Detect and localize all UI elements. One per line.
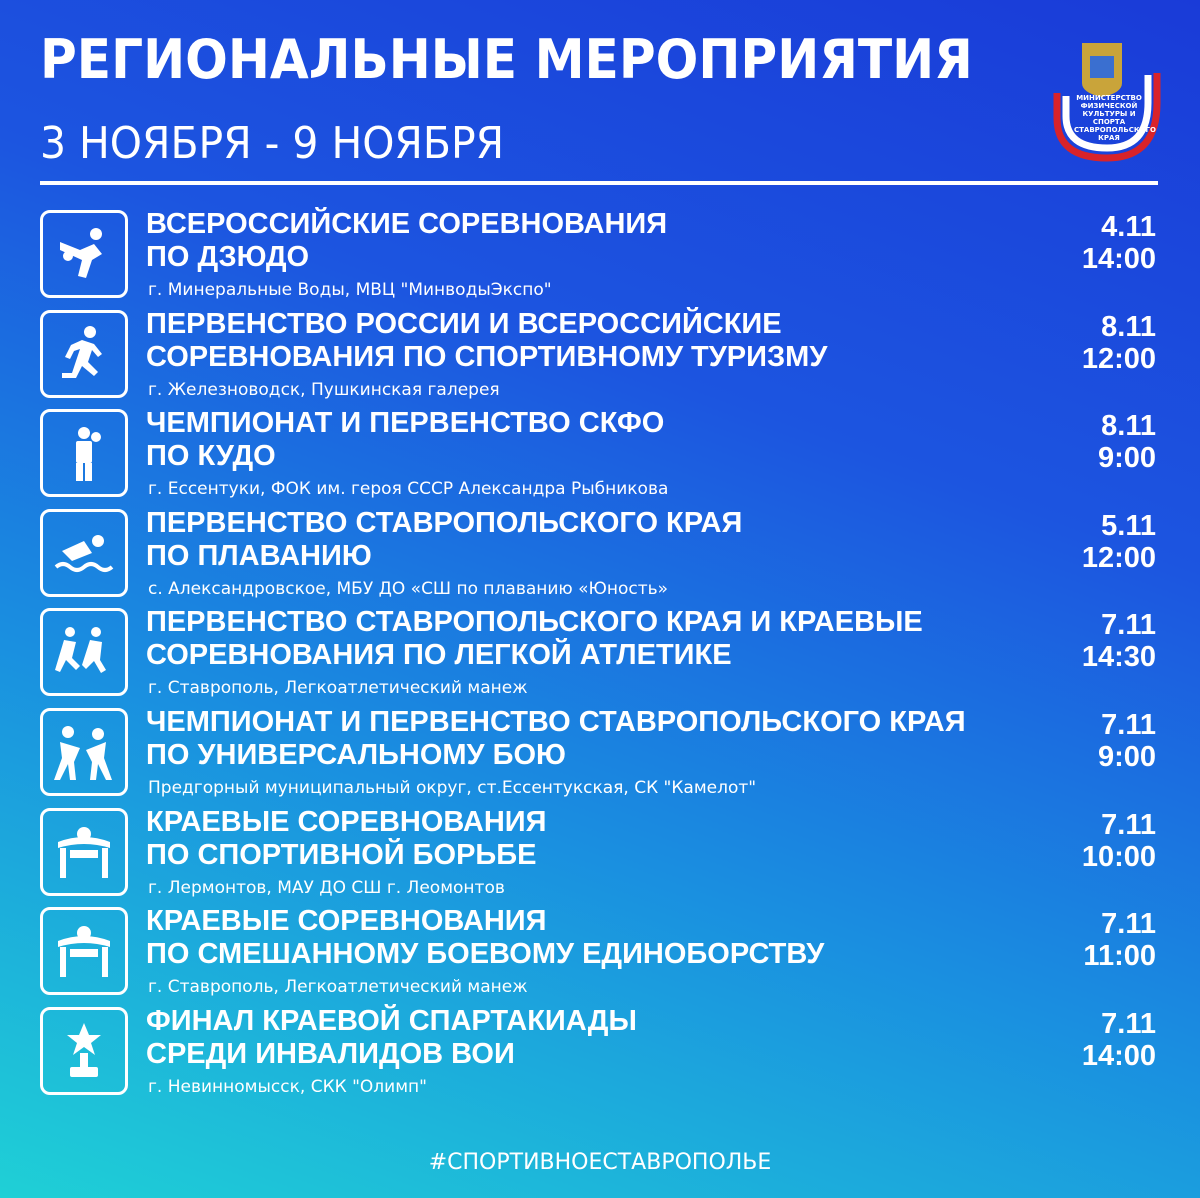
event-row bbox=[40, 1005, 1158, 1105]
divider bbox=[40, 181, 1158, 185]
logo-text: МИНИСТЕРСТВО ФИЗИЧЕСКОЙ КУЛЬТУРЫ И СПОРТА СТАВРОПОЛЬСКОГО КРАЯ bbox=[1074, 94, 1156, 142]
event-time: 12:00 bbox=[1081, 541, 1156, 574]
event-date: 8.11 bbox=[1101, 410, 1156, 443]
event-row bbox=[40, 308, 1158, 408]
event-date: 7.11 bbox=[1101, 908, 1156, 941]
event-time: 14:00 bbox=[1081, 243, 1156, 275]
event-date: 5.11 bbox=[1101, 509, 1156, 542]
event-date: 7.11 bbox=[1101, 1007, 1156, 1040]
wrestlers-icon bbox=[40, 708, 128, 796]
event-title-line2: СРЕДИ ИНВАЛИДОВ ВОИ bbox=[146, 1037, 515, 1070]
event-time: 9:00 bbox=[1097, 442, 1156, 475]
event-row bbox=[40, 706, 1158, 806]
event-time: 11:00 bbox=[1083, 940, 1156, 973]
event-title-line1: ФИНАЛ КРАЕВОЙ СПАРТАКИАДЫ bbox=[146, 1004, 637, 1037]
event-row bbox=[40, 507, 1158, 607]
event-location: г. Ставрополь, Легкоатлетический манеж bbox=[148, 678, 528, 699]
event-location: г. Ставрополь, Легкоатлетический манеж bbox=[148, 977, 528, 998]
event-title-line1: ПЕРВЕНСТВО СТАВРОПОЛЬСКОГО КРАЯ И КРАЕВЫЕ bbox=[146, 606, 923, 639]
event-title-line1: ПЕРВЕНСТВО СТАВРОПОЛЬСКОГО КРАЯ bbox=[146, 506, 743, 539]
hashtag: #СПОРТИВНОЕСТАВРОПОЛЬЕ bbox=[428, 1150, 772, 1175]
event-location: Предгорный муниципальный округ, ст.Ессентукская, СК "Камелот" bbox=[148, 777, 757, 798]
event-date: 4.11 bbox=[1101, 211, 1156, 243]
swimmer-icon bbox=[40, 509, 128, 597]
event-title-line2: СОРЕВНОВАНИЯ ПО ЛЕГКОЙ АТЛЕТИКЕ bbox=[146, 639, 732, 672]
event-location: г. Невинномысск, СКК "Олимп" bbox=[148, 1076, 427, 1097]
event-row bbox=[40, 208, 1158, 308]
event-title-line1: ПЕРВЕНСТВО РОССИИ И ВСЕРОССИЙСКИЕ bbox=[146, 307, 782, 340]
event-title-line2: ПО УНИВЕРСАЛЬНОМУ БОЮ bbox=[146, 738, 566, 771]
event-title-line1: КРАЕВЫЕ СОРЕВНОВАНИЯ bbox=[146, 905, 547, 938]
event-time: 10:00 bbox=[1081, 840, 1156, 873]
wrestling-icon bbox=[40, 907, 128, 995]
event-date: 7.11 bbox=[1101, 808, 1156, 841]
event-location: г. Минеральные Воды, МВЦ "МинводыЭкспо" bbox=[148, 280, 552, 300]
boxer-icon bbox=[40, 409, 128, 497]
event-location: г. Железноводск, Пушкинская галерея bbox=[148, 379, 500, 400]
event-date: 7.11 bbox=[1101, 609, 1156, 642]
event-title-line2: ПО ПЛАВАНИЮ bbox=[146, 539, 372, 572]
runner-icon bbox=[40, 310, 128, 398]
event-title-line1: ЧЕМПИОНАТ И ПЕРВЕНСТВО СКФО bbox=[146, 407, 665, 440]
event-title-line2: ПО СМЕШАННОМУ БОЕВОМУ ЕДИНОБОРСТВУ bbox=[146, 938, 825, 971]
event-time: 12:00 bbox=[1081, 342, 1156, 375]
page-title: РЕГИОНАЛЬНЫЕ МЕРОПРИЯТИЯ bbox=[40, 28, 973, 91]
event-title-line2: ПО КУДО bbox=[146, 440, 276, 473]
event-row bbox=[40, 905, 1158, 1005]
event-title-line2: СОРЕВНОВАНИЯ ПО СПОРТИВНОМУ ТУРИЗМУ bbox=[146, 340, 828, 373]
event-time: 14:30 bbox=[1081, 641, 1156, 674]
event-row bbox=[40, 806, 1158, 906]
date-range: 3 НОЯБРЯ - 9 НОЯБРЯ bbox=[40, 118, 505, 169]
event-title-line2: ПО ДЗЮДО bbox=[146, 241, 310, 273]
event-date: 7.11 bbox=[1101, 708, 1156, 741]
event-title-line2: ПО СПОРТИВНОЙ БОРЬБЕ bbox=[146, 838, 537, 871]
event-location: с. Александровское, МБУ ДО «СШ по плаванию «Юность» bbox=[148, 578, 669, 599]
ministry-logo bbox=[1052, 38, 1162, 168]
event-date: 8.11 bbox=[1101, 310, 1156, 343]
event-row bbox=[40, 407, 1158, 507]
events-list bbox=[40, 208, 1158, 1104]
event-time: 14:00 bbox=[1081, 1039, 1156, 1072]
event-row bbox=[40, 606, 1158, 706]
wrestling-icon bbox=[40, 808, 128, 896]
event-time: 9:00 bbox=[1097, 740, 1156, 773]
event-title-line1: КРАЕВЫЕ СОРЕВНОВАНИЯ bbox=[146, 805, 547, 838]
event-title-line1: ВСЕРОССИЙСКИЕ СОРЕВНОВАНИЯ bbox=[146, 208, 668, 240]
judo-icon bbox=[40, 210, 128, 298]
trophy-icon bbox=[40, 1007, 128, 1095]
event-location: г. Лермонтов, МАУ ДО СШ г. Леомонтов bbox=[148, 877, 505, 898]
event-title-line1: ЧЕМПИОНАТ И ПЕРВЕНСТВО СТАВРОПОЛЬСКОГО КРАЯ bbox=[146, 705, 966, 738]
event-location: г. Ессентуки, ФОК им. героя СССР Александра Рыбникова bbox=[148, 479, 669, 500]
athletics-icon bbox=[40, 608, 128, 696]
